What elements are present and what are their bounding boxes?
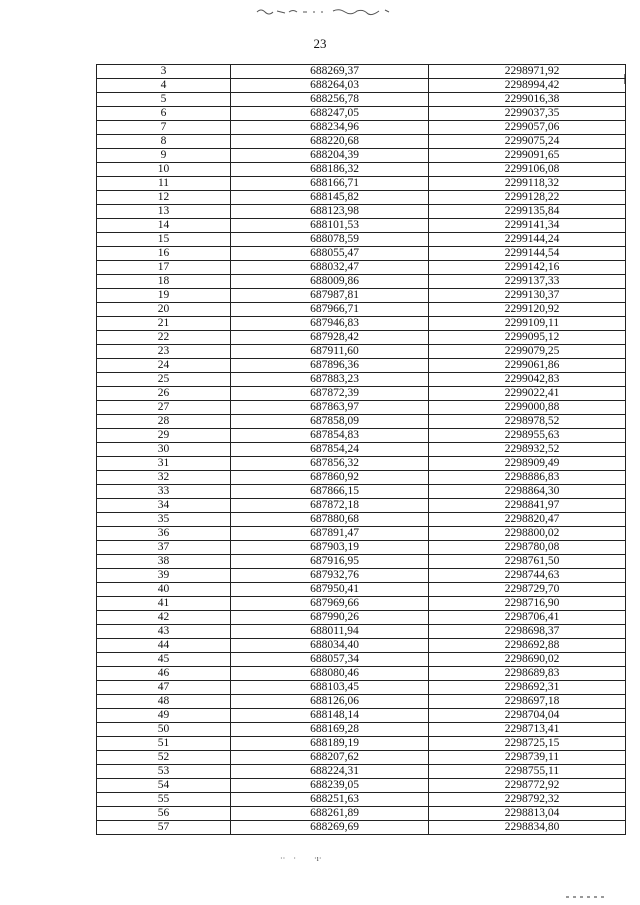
table-row xyxy=(97,709,626,723)
table-row xyxy=(97,653,626,667)
point-number-cell: 42 xyxy=(97,611,231,625)
point-number-cell: 32 xyxy=(97,471,231,485)
y-coordinate-cell: 2299130,37 xyxy=(429,289,626,303)
point-number-cell: 33 xyxy=(97,485,231,499)
x-coordinate-cell: 688269,37 xyxy=(231,65,429,79)
y-coordinate-cell: 2299144,24 xyxy=(429,233,626,247)
x-coordinate-cell: 688169,28 xyxy=(231,723,429,737)
x-coordinate-cell: 687987,81 xyxy=(231,289,429,303)
x-coordinate-cell: 687950,41 xyxy=(231,583,429,597)
point-number-cell: 45 xyxy=(97,653,231,667)
point-number-cell: 40 xyxy=(97,583,231,597)
point-number-cell: 22 xyxy=(97,331,231,345)
y-coordinate-cell: 2298909,49 xyxy=(429,457,626,471)
y-coordinate-cell: 2298755,11 xyxy=(429,765,626,779)
x-coordinate-cell: 687911,60 xyxy=(231,345,429,359)
table-row xyxy=(97,779,626,793)
table-row xyxy=(97,233,626,247)
x-coordinate-cell: 687990,26 xyxy=(231,611,429,625)
y-coordinate-cell: 2299135,84 xyxy=(429,205,626,219)
table-row xyxy=(97,317,626,331)
bottom-scan-smudge xyxy=(566,896,606,898)
y-coordinate-cell: 2299106,08 xyxy=(429,163,626,177)
y-coordinate-cell: 2299079,25 xyxy=(429,345,626,359)
point-number-cell: 8 xyxy=(97,135,231,149)
table-row xyxy=(97,541,626,555)
y-coordinate-cell: 2298690,02 xyxy=(429,653,626,667)
table-row xyxy=(97,751,626,765)
y-coordinate-cell: 2298725,15 xyxy=(429,737,626,751)
x-coordinate-cell: 688269,69 xyxy=(231,821,429,835)
x-coordinate-cell: 688220,68 xyxy=(231,135,429,149)
y-coordinate-cell: 2298713,41 xyxy=(429,723,626,737)
point-number-cell: 19 xyxy=(97,289,231,303)
table-row xyxy=(97,121,626,135)
table-row xyxy=(97,219,626,233)
point-number-cell: 30 xyxy=(97,443,231,457)
footer-scan-marks: ·· · ·ı· xyxy=(280,854,322,863)
point-number-cell: 41 xyxy=(97,597,231,611)
table-row xyxy=(97,373,626,387)
y-coordinate-cell: 2298692,31 xyxy=(429,681,626,695)
table-row xyxy=(97,583,626,597)
point-number-cell: 11 xyxy=(97,177,231,191)
y-coordinate-cell: 2298820,47 xyxy=(429,513,626,527)
table-row xyxy=(97,681,626,695)
x-coordinate-cell: 688186,32 xyxy=(231,163,429,177)
y-coordinate-cell: 2299037,35 xyxy=(429,107,626,121)
point-number-cell: 28 xyxy=(97,415,231,429)
x-coordinate-cell: 688078,59 xyxy=(231,233,429,247)
table-row xyxy=(97,569,626,583)
point-number-cell: 13 xyxy=(97,205,231,219)
point-number-cell: 18 xyxy=(97,275,231,289)
point-number-cell: 5 xyxy=(97,93,231,107)
table-row xyxy=(97,415,626,429)
scan-header-smudge xyxy=(255,6,395,18)
point-number-cell: 24 xyxy=(97,359,231,373)
table-row xyxy=(97,555,626,569)
point-number-cell: 37 xyxy=(97,541,231,555)
table-row xyxy=(97,471,626,485)
point-number-cell: 57 xyxy=(97,821,231,835)
y-coordinate-cell: 2299061,86 xyxy=(429,359,626,373)
table-row xyxy=(97,387,626,401)
x-coordinate-cell: 687866,15 xyxy=(231,485,429,499)
table-row xyxy=(97,191,626,205)
table-row xyxy=(97,625,626,639)
x-coordinate-cell: 687854,24 xyxy=(231,443,429,457)
table-row xyxy=(97,737,626,751)
y-coordinate-cell: 2298813,04 xyxy=(429,807,626,821)
y-coordinate-cell: 2298955,63 xyxy=(429,429,626,443)
y-coordinate-cell: 2298932,52 xyxy=(429,443,626,457)
y-coordinate-cell: 2299118,32 xyxy=(429,177,626,191)
y-coordinate-cell: 2299109,11 xyxy=(429,317,626,331)
point-number-cell: 49 xyxy=(97,709,231,723)
x-coordinate-cell: 687928,42 xyxy=(231,331,429,345)
x-coordinate-cell: 688145,82 xyxy=(231,191,429,205)
x-coordinate-cell: 688224,31 xyxy=(231,765,429,779)
x-coordinate-cell: 687863,97 xyxy=(231,401,429,415)
x-coordinate-cell: 688101,53 xyxy=(231,219,429,233)
point-number-cell: 25 xyxy=(97,373,231,387)
point-number-cell: 3 xyxy=(97,65,231,79)
x-coordinate-cell: 688261,89 xyxy=(231,807,429,821)
x-coordinate-cell: 687896,36 xyxy=(231,359,429,373)
y-coordinate-cell: 2298841,97 xyxy=(429,499,626,513)
point-number-cell: 50 xyxy=(97,723,231,737)
x-coordinate-cell: 687946,83 xyxy=(231,317,429,331)
y-coordinate-cell: 2299142,16 xyxy=(429,261,626,275)
coordinate-table-body xyxy=(97,65,626,835)
table-row xyxy=(97,401,626,415)
page-number: 23 xyxy=(313,36,327,51)
table-row xyxy=(97,443,626,457)
point-number-cell: 26 xyxy=(97,387,231,401)
point-number-cell: 23 xyxy=(97,345,231,359)
y-coordinate-cell: 2299016,38 xyxy=(429,93,626,107)
table-row xyxy=(97,359,626,373)
table-row xyxy=(97,261,626,275)
table-row xyxy=(97,65,626,79)
y-coordinate-cell: 2298697,18 xyxy=(429,695,626,709)
point-number-cell: 15 xyxy=(97,233,231,247)
x-coordinate-cell: 687932,76 xyxy=(231,569,429,583)
point-number-cell: 9 xyxy=(97,149,231,163)
table-row xyxy=(97,135,626,149)
table-row xyxy=(97,93,626,107)
x-coordinate-cell: 687858,09 xyxy=(231,415,429,429)
x-coordinate-cell: 688057,34 xyxy=(231,653,429,667)
x-coordinate-cell: 688080,46 xyxy=(231,667,429,681)
point-number-cell: 54 xyxy=(97,779,231,793)
x-coordinate-cell: 688032,47 xyxy=(231,261,429,275)
coordinate-table xyxy=(96,64,626,835)
x-coordinate-cell: 688204,39 xyxy=(231,149,429,163)
y-coordinate-cell: 2299022,41 xyxy=(429,387,626,401)
point-number-cell: 53 xyxy=(97,765,231,779)
point-number-cell: 52 xyxy=(97,751,231,765)
x-coordinate-cell: 688189,19 xyxy=(231,737,429,751)
y-coordinate-cell: 2299000,88 xyxy=(429,401,626,415)
table-row xyxy=(97,513,626,527)
y-coordinate-cell: 2298739,11 xyxy=(429,751,626,765)
y-coordinate-cell: 2298761,50 xyxy=(429,555,626,569)
x-coordinate-cell: 688207,62 xyxy=(231,751,429,765)
y-coordinate-cell: 2298978,52 xyxy=(429,415,626,429)
y-coordinate-cell: 2298689,83 xyxy=(429,667,626,681)
x-coordinate-cell: 687883,23 xyxy=(231,373,429,387)
y-coordinate-cell: 2298698,37 xyxy=(429,625,626,639)
point-number-cell: 6 xyxy=(97,107,231,121)
table-row xyxy=(97,205,626,219)
y-coordinate-cell: 2298800,02 xyxy=(429,527,626,541)
table-row xyxy=(97,793,626,807)
y-coordinate-cell: 2299057,06 xyxy=(429,121,626,135)
table-row xyxy=(97,611,626,625)
y-coordinate-cell: 2298716,90 xyxy=(429,597,626,611)
y-coordinate-cell: 2298772,92 xyxy=(429,779,626,793)
y-coordinate-cell: 2299128,22 xyxy=(429,191,626,205)
y-coordinate-cell: 2299095,12 xyxy=(429,331,626,345)
x-coordinate-cell: 687916,95 xyxy=(231,555,429,569)
table-row xyxy=(97,275,626,289)
point-number-cell: 27 xyxy=(97,401,231,415)
point-number-cell: 31 xyxy=(97,457,231,471)
point-number-cell: 20 xyxy=(97,303,231,317)
point-number-cell: 55 xyxy=(97,793,231,807)
point-number-cell: 35 xyxy=(97,513,231,527)
y-coordinate-cell: 2298744,63 xyxy=(429,569,626,583)
x-coordinate-cell: 688034,40 xyxy=(231,639,429,653)
table-row xyxy=(97,429,626,443)
point-number-cell: 36 xyxy=(97,527,231,541)
x-coordinate-cell: 687872,39 xyxy=(231,387,429,401)
x-coordinate-cell: 688239,05 xyxy=(231,779,429,793)
table-row xyxy=(97,247,626,261)
table-row xyxy=(97,107,626,121)
table-row xyxy=(97,667,626,681)
table-row xyxy=(97,331,626,345)
y-coordinate-cell: 2298692,88 xyxy=(429,639,626,653)
table-row xyxy=(97,485,626,499)
x-coordinate-cell: 687854,83 xyxy=(231,429,429,443)
table-row xyxy=(97,499,626,513)
point-number-cell: 47 xyxy=(97,681,231,695)
y-coordinate-cell: 2298994,42 xyxy=(429,79,626,93)
point-number-cell: 16 xyxy=(97,247,231,261)
y-coordinate-cell: 2299137,33 xyxy=(429,275,626,289)
table-row xyxy=(97,765,626,779)
x-coordinate-cell: 688009,86 xyxy=(231,275,429,289)
y-coordinate-cell: 2299141,34 xyxy=(429,219,626,233)
x-coordinate-cell: 688256,78 xyxy=(231,93,429,107)
table-row xyxy=(97,457,626,471)
point-number-cell: 43 xyxy=(97,625,231,639)
x-coordinate-cell: 687891,47 xyxy=(231,527,429,541)
point-number-cell: 12 xyxy=(97,191,231,205)
table-row xyxy=(97,527,626,541)
x-coordinate-cell: 687856,32 xyxy=(231,457,429,471)
y-coordinate-cell: 2298971,92 xyxy=(429,65,626,79)
y-coordinate-cell: 2298834,80 xyxy=(429,821,626,835)
table-row xyxy=(97,177,626,191)
table-row xyxy=(97,149,626,163)
table-row xyxy=(97,723,626,737)
y-coordinate-cell: 2299120,92 xyxy=(429,303,626,317)
x-coordinate-cell: 688055,47 xyxy=(231,247,429,261)
x-coordinate-cell: 687860,92 xyxy=(231,471,429,485)
table-row xyxy=(97,345,626,359)
x-coordinate-cell: 687903,19 xyxy=(231,541,429,555)
point-number-cell: 21 xyxy=(97,317,231,331)
point-number-cell: 4 xyxy=(97,79,231,93)
y-coordinate-cell: 2299042,83 xyxy=(429,373,626,387)
x-coordinate-cell: 688126,06 xyxy=(231,695,429,709)
y-coordinate-cell: 2298792,32 xyxy=(429,793,626,807)
y-coordinate-cell: 2298706,41 xyxy=(429,611,626,625)
y-coordinate-cell: 2298729,70 xyxy=(429,583,626,597)
x-coordinate-cell: 688264,03 xyxy=(231,79,429,93)
table-row xyxy=(97,695,626,709)
x-coordinate-cell: 687872,18 xyxy=(231,499,429,513)
point-number-cell: 34 xyxy=(97,499,231,513)
point-number-cell: 56 xyxy=(97,807,231,821)
y-coordinate-cell: 2298780,08 xyxy=(429,541,626,555)
table-row xyxy=(97,303,626,317)
x-coordinate-cell: 688148,14 xyxy=(231,709,429,723)
point-number-cell: 7 xyxy=(97,121,231,135)
point-number-cell: 10 xyxy=(97,163,231,177)
x-coordinate-cell: 688166,71 xyxy=(231,177,429,191)
table-row xyxy=(97,597,626,611)
x-coordinate-cell: 688123,98 xyxy=(231,205,429,219)
table-row xyxy=(97,807,626,821)
x-coordinate-cell: 688103,45 xyxy=(231,681,429,695)
x-coordinate-cell: 687880,68 xyxy=(231,513,429,527)
x-coordinate-cell: 688247,05 xyxy=(231,107,429,121)
table-row xyxy=(97,79,626,93)
table-row xyxy=(97,821,626,835)
point-number-cell: 46 xyxy=(97,667,231,681)
point-number-cell: 44 xyxy=(97,639,231,653)
y-coordinate-cell: 2298864,30 xyxy=(429,485,626,499)
y-coordinate-cell: 2298886,83 xyxy=(429,471,626,485)
x-coordinate-cell: 688011,94 xyxy=(231,625,429,639)
x-coordinate-cell: 688251,63 xyxy=(231,793,429,807)
point-number-cell: 48 xyxy=(97,695,231,709)
y-coordinate-cell: 2299144,54 xyxy=(429,247,626,261)
table-row xyxy=(97,163,626,177)
point-number-cell: 39 xyxy=(97,569,231,583)
y-coordinate-cell: 2298704,04 xyxy=(429,709,626,723)
point-number-cell: 14 xyxy=(97,219,231,233)
table-row xyxy=(97,639,626,653)
y-coordinate-cell: 2299075,24 xyxy=(429,135,626,149)
point-number-cell: 29 xyxy=(97,429,231,443)
y-coordinate-cell: 2299091,65 xyxy=(429,149,626,163)
point-number-cell: 17 xyxy=(97,261,231,275)
table-row xyxy=(97,289,626,303)
x-coordinate-cell: 687966,71 xyxy=(231,303,429,317)
point-number-cell: 38 xyxy=(97,555,231,569)
point-number-cell: 51 xyxy=(97,737,231,751)
x-coordinate-cell: 687969,66 xyxy=(231,597,429,611)
x-coordinate-cell: 688234,96 xyxy=(231,121,429,135)
